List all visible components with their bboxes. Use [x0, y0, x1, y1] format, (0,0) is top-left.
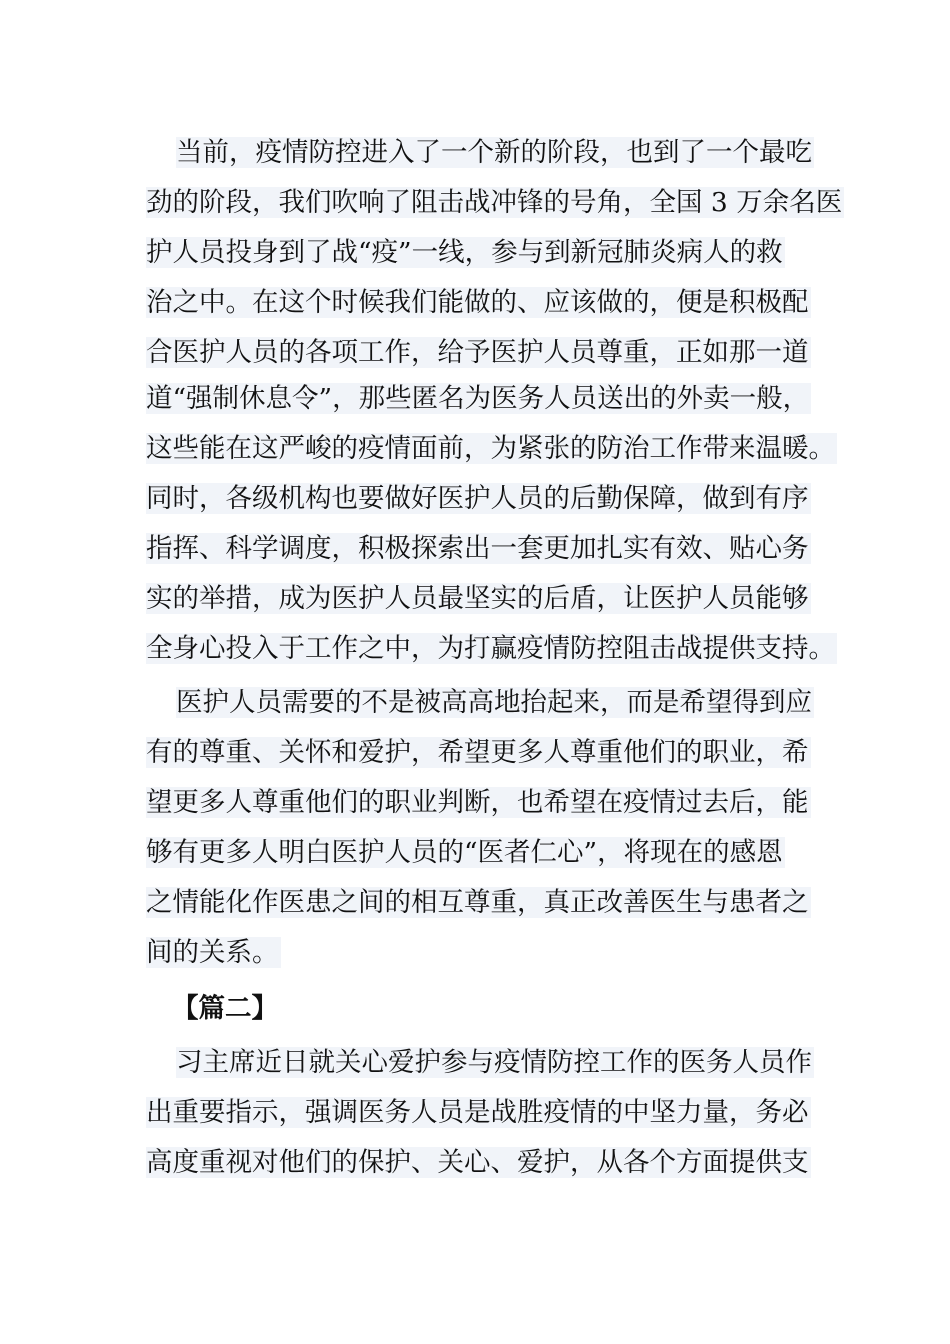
paragraph-2-line-1-text: 医护人员需要的不是被高高地抬起来，而是希望得到应	[176, 687, 812, 718]
paragraph-1-line-6	[146, 374, 811, 424]
paragraph-2-line-3-text: 望更多人尊重他们的职业判断，也希望在疫情过去后，能	[146, 787, 809, 818]
paragraph-1-line-11-text: 全身心投入于工作之中，为打赢疫情防控阻击战提供支持。	[146, 633, 835, 664]
paragraph-1-line-2	[146, 178, 844, 228]
paragraph-3-line-3	[146, 1138, 811, 1188]
paragraph-1-line-4	[146, 278, 811, 328]
paragraph-1-line-3-text: 护人员投身到了战“疫”一线，参与到新冠肺炎病人的救	[146, 237, 783, 268]
paragraph-3-line-1	[176, 1038, 814, 1088]
paragraph-2-line-5	[146, 878, 811, 928]
paragraph-1-line-9	[146, 524, 811, 574]
paragraph-1-line-1-text: 当前，疫情防控进入了一个新的阶段，也到了一个最吃	[176, 137, 812, 168]
paragraph-1-line-7-text: 这些能在这严峻的疫情面前，为紧张的防治工作带来温暖。	[146, 433, 835, 464]
paragraph-2-line-4-text: 够有更多人明白医护人员的“医者仁心”，将现在的感恩	[146, 837, 783, 868]
paragraph-2-line-2	[146, 728, 811, 778]
paragraph-3-line-1-text: 习主席近日就关心爱护参与疫情防控工作的医务人员作	[176, 1047, 812, 1078]
paragraph-1-line-6-text: 道“强制休息令”，那些匿名为医务人员送出的外卖一般，	[146, 383, 810, 414]
paragraph-2-line-6	[146, 928, 281, 978]
paragraph-1-line-8-text: 同时，各级机构也要做好医护人员的后勤保障，做到有序	[146, 483, 809, 514]
paragraph-1-line-10-text: 实的举措，成为医护人员最坚实的后盾，让医护人员能够	[146, 583, 809, 614]
paragraph-3-line-2	[146, 1088, 811, 1138]
paragraph-1-line-10	[146, 574, 811, 624]
section-heading-text: 【篇二】	[172, 993, 278, 1024]
paragraph-3-line-2-text: 出重要指示，强调医务人员是战胜疫情的中坚力量，务必	[146, 1097, 809, 1128]
section-heading	[172, 984, 278, 1034]
paragraph-2-line-2-text: 有的尊重、关怀和爱护，希望更多人尊重他们的职业，希	[146, 737, 809, 768]
paragraph-1-line-4-text: 治之中。在这个时候我们能做的、应该做的，便是积极配	[146, 287, 809, 318]
paragraph-1-line-5-text: 合医护人员的各项工作，给予医护人员尊重，正如那一道	[146, 337, 809, 368]
paragraph-1-line-3	[146, 228, 785, 278]
paragraph-2-line-1	[176, 678, 814, 728]
paragraph-1-line-11	[146, 624, 837, 674]
paragraph-2-line-6-text: 间的关系。	[146, 937, 279, 968]
paragraph-2-line-3	[146, 778, 811, 828]
paragraph-1-line-5	[146, 328, 811, 378]
paragraph-1-line-8	[146, 474, 811, 524]
paragraph-1-line-7	[146, 424, 837, 474]
paragraph-1-line-9-text: 指挥、科学调度，积极探索出一套更加扎实有效、贴心务	[146, 533, 809, 564]
paragraph-2-line-4	[146, 828, 785, 878]
paragraph-2-line-5-text: 之情能化作医患之间的相互尊重，真正改善医生与患者之	[146, 887, 809, 918]
paragraph-1-line-1	[176, 128, 814, 178]
paragraph-1-line-2-text: 劲的阶段，我们吹响了阻击战冲锋的号角，全国 3 万余名医	[146, 187, 843, 218]
paragraph-3-line-3-text: 高度重视对他们的保护、关心、爱护，从各个方面提供支	[146, 1147, 809, 1178]
